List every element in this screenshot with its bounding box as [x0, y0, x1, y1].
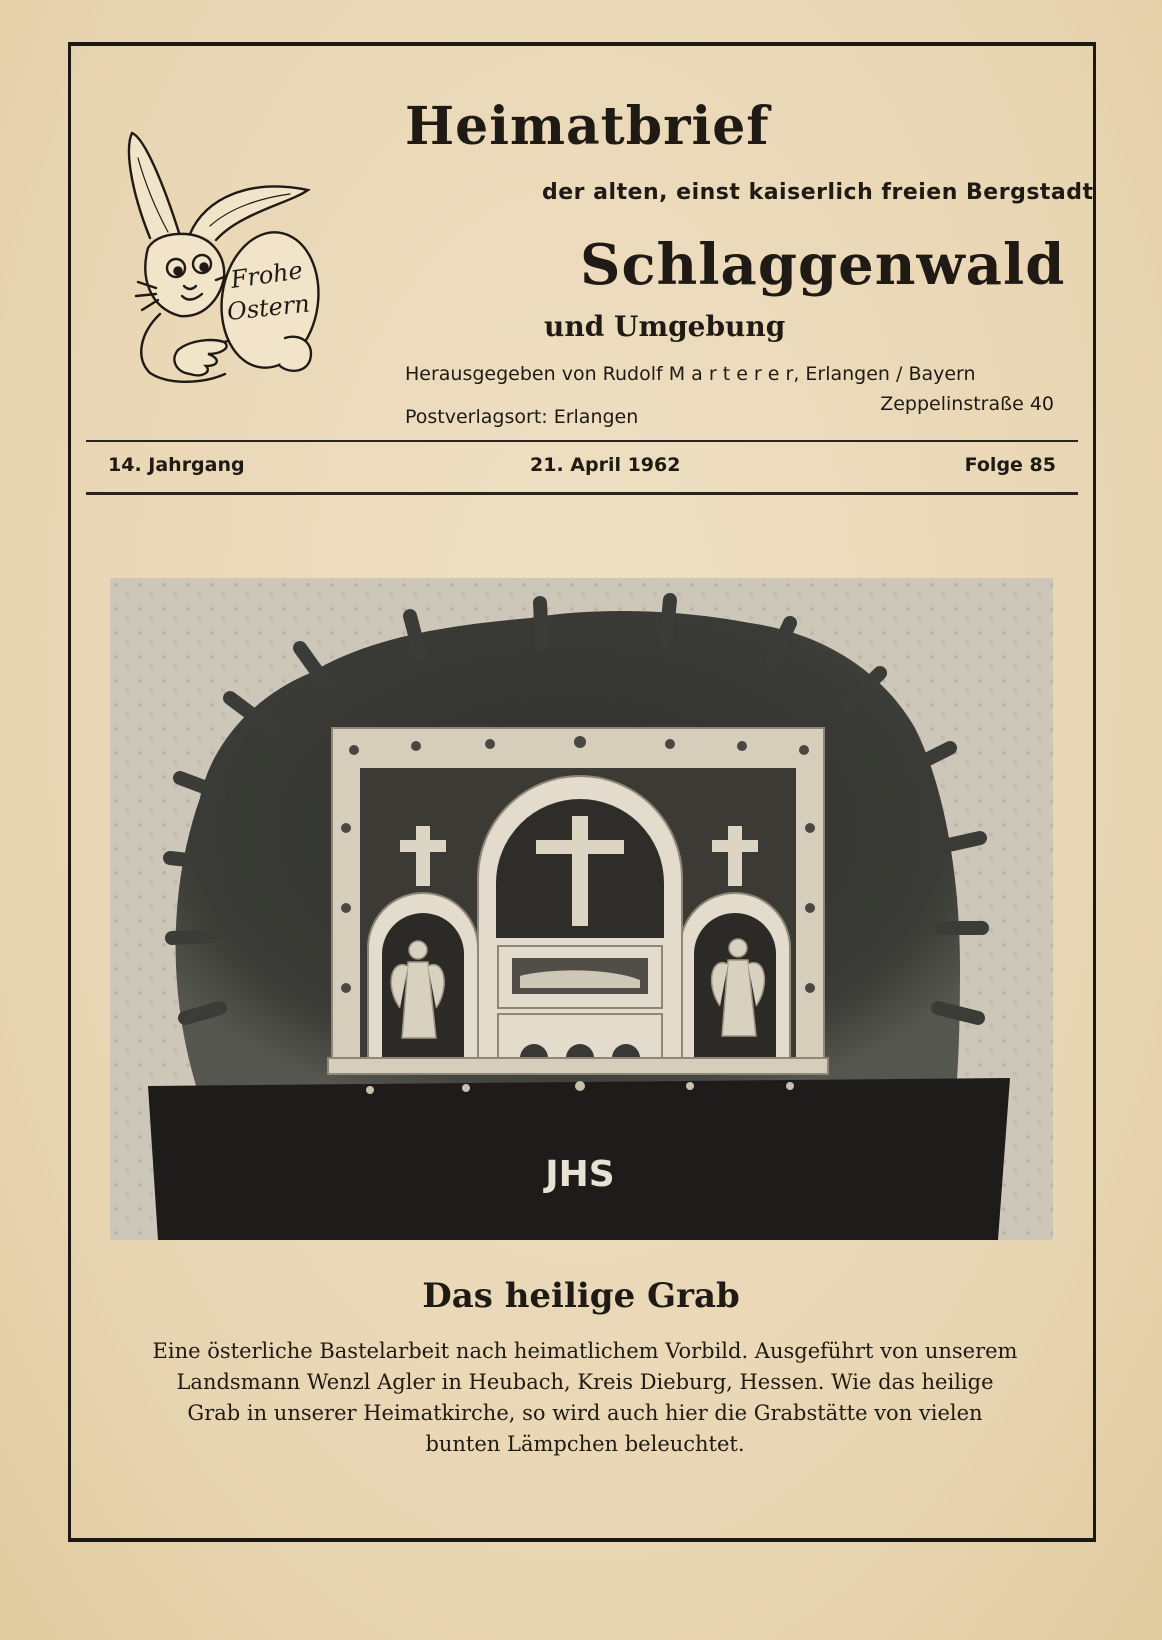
- holy-grave-photo: [110, 578, 1053, 1240]
- postal-place: Postverlagsort: Erlangen: [405, 406, 639, 428]
- cloth-monogram: JHS: [545, 1154, 615, 1195]
- newsletter-title: Heimatbrief: [405, 96, 770, 157]
- holy-grave-photo-icon: [110, 578, 1053, 1240]
- issue-divider: [86, 492, 1078, 495]
- easter-bunny-illustration: [120, 128, 330, 396]
- bunny-egg-text-line2: Ostern: [225, 289, 311, 326]
- header-divider: [86, 440, 1078, 442]
- publisher-street: Zeppelinstraße 40: [880, 393, 1054, 415]
- town-name: Schlaggenwald: [580, 232, 1066, 298]
- article-title: Das heilige Grab: [422, 1276, 740, 1316]
- publisher-line: Herausgegeben von Rudolf M a r t e r e r, Erlangen / Bayern: [405, 363, 976, 385]
- article-text: Eine österliche Bastelarbeit nach heimatlichem Vorbild. Ausgeführt von unserem Landsmann Wenzl Agler in Heubach, Kreis Dieburg, Hessen. Wie das heilige Grab in unserer Heimatkirche, so wird auch hier die Grabstätte von vielen bunten Lämpchen beleuchtet.: [152, 1339, 1018, 1456]
- issue-date: 21. April 1962: [530, 454, 681, 476]
- issue-number: Folge 85: [964, 454, 1056, 476]
- newsletter-subtitle: der alten, einst kaiserlich freien Bergstadt: [542, 180, 1094, 205]
- bunny-egg-text-line1: Frohe: [228, 256, 305, 294]
- issue-volume: 14. Jahrgang: [108, 454, 245, 476]
- region-name: und Umgebung: [544, 310, 786, 343]
